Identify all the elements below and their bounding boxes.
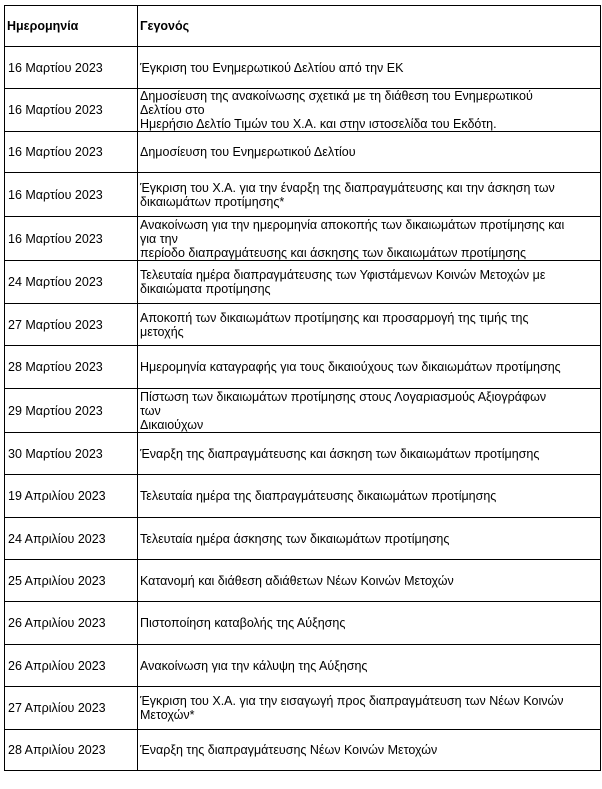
table-row [5, 132, 601, 173]
event-text-line: Κατανομή και διάθεση αδιάθετων Νέων Κοινών Μετοχών [140, 573, 454, 588]
table-row [5, 560, 601, 602]
date-cell: 24 Μαρτίου 2023 [5, 261, 138, 304]
table-row [5, 89, 601, 132]
date-cell: 29 Μαρτίου 2023 [5, 389, 138, 433]
event-text-line: Πιστοποίηση καταβολής της Αύξησης [140, 616, 346, 630]
event-text-line: Ημερομηνία καταγραφής για τους δικαιούχους των δικαιωμάτων προτίμησης [140, 360, 561, 374]
table-row [5, 346, 601, 389]
table-row [5, 730, 601, 771]
table-row [5, 687, 601, 730]
date-cell: 16 Μαρτίου 2023 [5, 217, 138, 261]
timetable [4, 5, 601, 771]
event-cell [138, 173, 601, 217]
event-text-line: Δημοσίευση του Ενημερωτικού Δελτίου [140, 145, 356, 159]
event-text-line: για την [140, 231, 178, 246]
header-row [5, 6, 601, 47]
table-body [5, 47, 601, 771]
date-cell: 28 Απριλίου 2023 [5, 730, 138, 771]
date-cell: 25 Απριλίου 2023 [5, 560, 138, 602]
event-text-line: Αποκοπή των δικαιωμάτων προτίμησης και προσαρμογή της τιμής της [140, 310, 529, 325]
date-cell: 27 Απριλίου 2023 [5, 687, 138, 730]
event-text-line: Έναρξη της διαπραγμάτευσης Νέων Κοινών Μετοχών [140, 743, 438, 757]
table-row [5, 602, 601, 645]
event-cell [138, 645, 601, 687]
event-cell [138, 89, 601, 132]
event-cell [138, 261, 601, 304]
date-cell: 26 Απριλίου 2023 [5, 602, 138, 645]
event-text-line: Έγκριση του Χ.Α. για την εισαγωγή προς διαπραγμάτευση των Νέων Κοινών [140, 694, 564, 708]
date-cell: 16 Μαρτίου 2023 [5, 47, 138, 89]
event-text-line: Δικαιούχων [140, 417, 204, 432]
event-text-line: Πίστωση των δικαιωμάτων προτίμησης στους Λογαριασμούς Αξιογράφων [140, 389, 547, 404]
event-text-line: Έναρξη της διαπραγμάτευσης και άσκηση των δικαιωμάτων προτίμησης [140, 446, 540, 461]
event-cell [138, 730, 601, 771]
event-text-line: Τελευταία ημέρα διαπραγμάτευσης των Υφιστάμενων Κοινών Μετοχών με [140, 268, 546, 282]
event-text-line: Δημοσίευση της ανακοίνωσης σχετικά με τη διάθεση του Ενημερωτικού [140, 89, 533, 103]
event-text-line: Ημερήσιο Δελτίο Τιμών του Χ.Α. και στην ιστοσελίδα του Εκδότη. [140, 117, 497, 131]
date-cell: 16 Μαρτίου 2023 [5, 173, 138, 217]
date-cell: 24 Απριλίου 2023 [5, 518, 138, 560]
event-cell [138, 433, 601, 475]
event-cell [138, 518, 601, 560]
event-text-line: μετοχής [140, 324, 184, 339]
table-row [5, 518, 601, 560]
event-cell [138, 687, 601, 730]
event-text-line: Έγκριση του Ενημερωτικού Δελτίου από την ΕΚ [140, 60, 404, 75]
event-cell [138, 475, 601, 518]
event-text-line: περίοδο διαπραγμάτευσης και άσκησης των δικαιωμάτων προτίμησης [140, 245, 526, 260]
table-row [5, 433, 601, 475]
date-cell: 27 Μαρτίου 2023 [5, 304, 138, 346]
date-cell: 19 Απριλίου 2023 [5, 475, 138, 518]
event-text-line: Έγκριση του Χ.Α. για την έναρξη της διαπραγμάτευσης και την άσκηση των [140, 180, 555, 195]
date-cell: 26 Απριλίου 2023 [5, 645, 138, 687]
table-row [5, 389, 601, 433]
table-row [5, 173, 601, 217]
event-text-line: Τελευταία ημέρα άσκησης των δικαιωμάτων προτίμησης [140, 531, 450, 546]
event-text-line: Ανακοίνωση για την κάλυψη της Αύξησης [140, 658, 368, 673]
event-text-line: των [140, 403, 161, 418]
date-cell: 28 Μαρτίου 2023 [5, 346, 138, 389]
event-text-line: Δελτίου στο [140, 103, 205, 117]
event-cell [138, 346, 601, 389]
event-text-line: Τελευταία ημέρα της διαπραγμάτευσης δικαιωμάτων προτίμησης [140, 489, 497, 503]
table-row [5, 47, 601, 89]
event-text-line: Ανακοίνωση για την ημερομηνία αποκοπής των δικαιωμάτων προτίμησης και [140, 217, 565, 232]
date-cell: 16 Μαρτίου 2023 [5, 132, 138, 173]
event-text-line: δικαιωμάτων προτίμησης* [140, 194, 285, 209]
table-row [5, 304, 601, 346]
event-cell [138, 304, 601, 346]
table-row [5, 261, 601, 304]
event-cell [138, 389, 601, 433]
event-cell [138, 132, 601, 173]
event-cell [138, 47, 601, 89]
date-cell: 30 Μαρτίου 2023 [5, 433, 138, 475]
event-column-header: Γεγονός [138, 6, 601, 47]
event-cell [138, 560, 601, 602]
table-row [5, 645, 601, 687]
event-text-line: δικαιώματα προτίμησης [140, 282, 271, 296]
table-row [5, 475, 601, 518]
date-cell: 16 Μαρτίου 2023 [5, 89, 138, 132]
date-column-header: Ημερομηνία [5, 6, 138, 47]
event-cell [138, 217, 601, 261]
event-cell [138, 602, 601, 645]
table-row [5, 217, 601, 261]
event-text-line: Μετοχών* [140, 708, 195, 722]
